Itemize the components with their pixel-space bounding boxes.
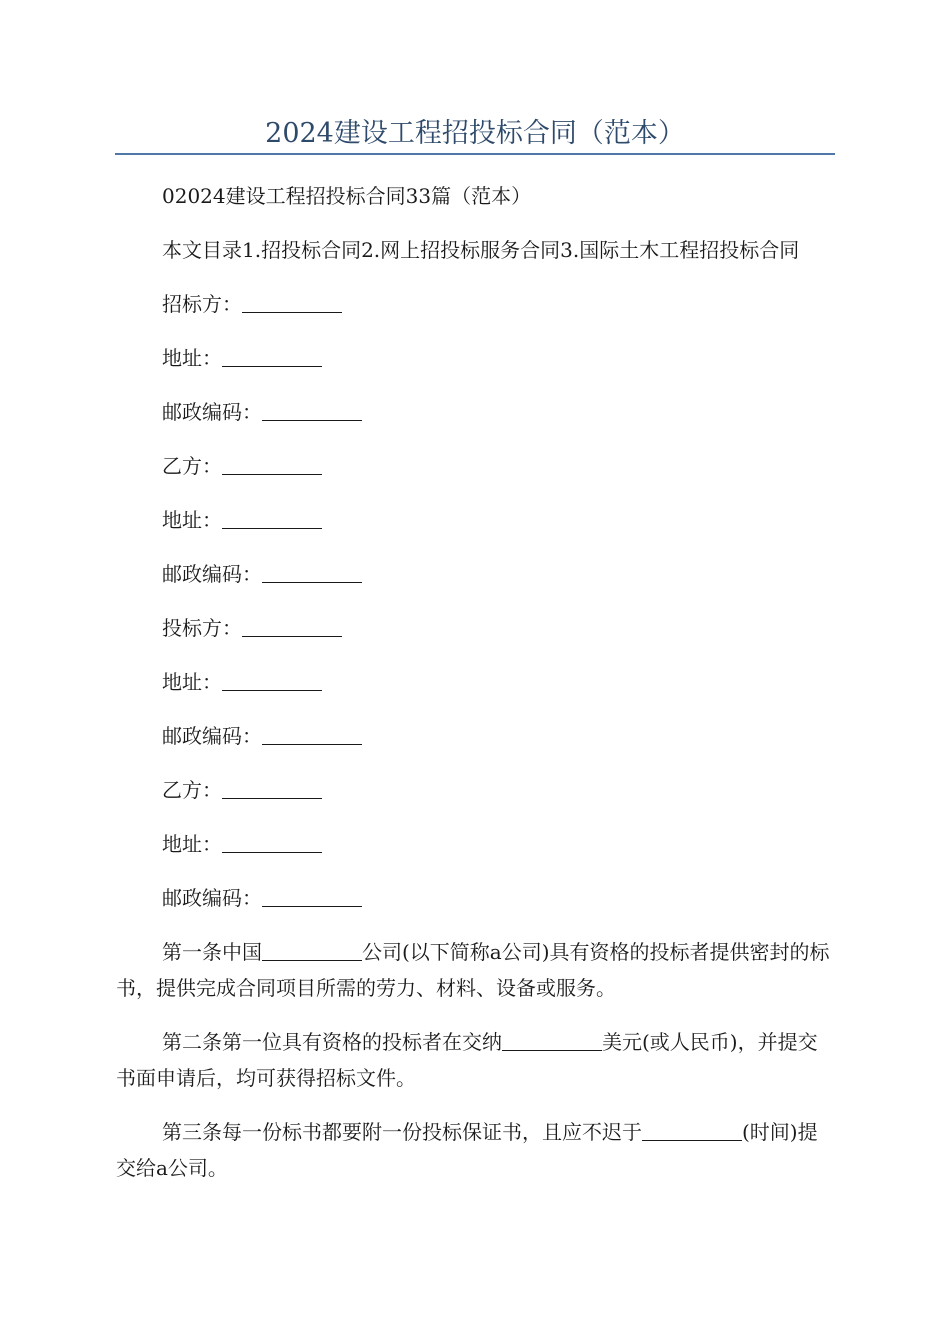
article-3-text-a: 第三条每一份标书都要附一份投标保证书，且应不迟于 xyxy=(162,1120,642,1144)
field-label: 邮政编码： xyxy=(162,400,262,424)
toc-paragraph: 本文目录1.招投标合同2.网上招投标服务合同3.国际土木工程招投标合同 xyxy=(162,238,800,262)
field-label: 投标方： xyxy=(162,616,242,640)
fill-blank[interactable] xyxy=(222,666,322,691)
field-line xyxy=(116,772,834,808)
article-1 xyxy=(116,934,834,1006)
fill-blank[interactable] xyxy=(262,882,362,907)
field-line xyxy=(116,664,834,700)
fill-blank[interactable] xyxy=(262,720,362,745)
field-label: 乙方： xyxy=(162,454,222,478)
field-line xyxy=(116,880,834,916)
field-line xyxy=(116,394,834,430)
fill-blank[interactable] xyxy=(242,612,342,637)
fill-blank[interactable] xyxy=(242,288,342,313)
field-line xyxy=(116,340,834,376)
field-line xyxy=(116,610,834,646)
field-label: 乙方： xyxy=(162,778,222,802)
field-label: 招标方： xyxy=(162,292,242,316)
field-line xyxy=(116,448,834,484)
article-2 xyxy=(116,1024,834,1096)
field-label: 邮政编码： xyxy=(162,724,262,748)
fill-blank[interactable] xyxy=(642,1116,742,1141)
field-line xyxy=(116,556,834,592)
document-title: 2024建设工程招投标合同（范本） xyxy=(265,118,685,149)
fill-blank[interactable] xyxy=(222,774,322,799)
field-line xyxy=(116,502,834,538)
fill-blank[interactable] xyxy=(222,450,322,475)
field-line xyxy=(116,718,834,754)
article-1-text-b: 公司(以下简称a公司)具有资格的投标者提供密封的标书，提供完成合同项目所需的劳力、材料、设备或服务。 xyxy=(116,940,830,1000)
field-line xyxy=(116,826,834,862)
field-label: 地址： xyxy=(162,346,222,370)
document-body xyxy=(116,178,834,1204)
fill-blank[interactable] xyxy=(262,396,362,421)
field-label: 地址： xyxy=(162,508,222,532)
fill-blank[interactable] xyxy=(222,342,322,367)
article-2-text-a: 第二条第一位具有资格的投标者在交纳 xyxy=(162,1030,502,1054)
field-label: 地址： xyxy=(162,670,222,694)
field-label: 邮政编码： xyxy=(162,886,262,910)
title-underline xyxy=(115,153,835,155)
subtitle-paragraph: 02024建设工程招投标合同33篇（范本） xyxy=(162,184,532,208)
article-2-text-b: 美元(或人民币)，并提交书面申请后，均可获得招标文件。 xyxy=(116,1030,818,1090)
field-line xyxy=(116,286,834,322)
field-label: 地址： xyxy=(162,832,222,856)
field-label: 邮政编码： xyxy=(162,562,262,586)
fill-blank[interactable] xyxy=(222,504,322,529)
article-3-text-b: (时间)提交给a公司。 xyxy=(116,1120,818,1180)
fill-blank[interactable] xyxy=(502,1026,602,1051)
article-1-text-a: 第一条中国 xyxy=(162,940,262,964)
fill-blank[interactable] xyxy=(262,558,362,583)
fill-blank[interactable] xyxy=(262,936,362,961)
article-3 xyxy=(116,1114,834,1186)
fill-blank[interactable] xyxy=(222,828,322,853)
